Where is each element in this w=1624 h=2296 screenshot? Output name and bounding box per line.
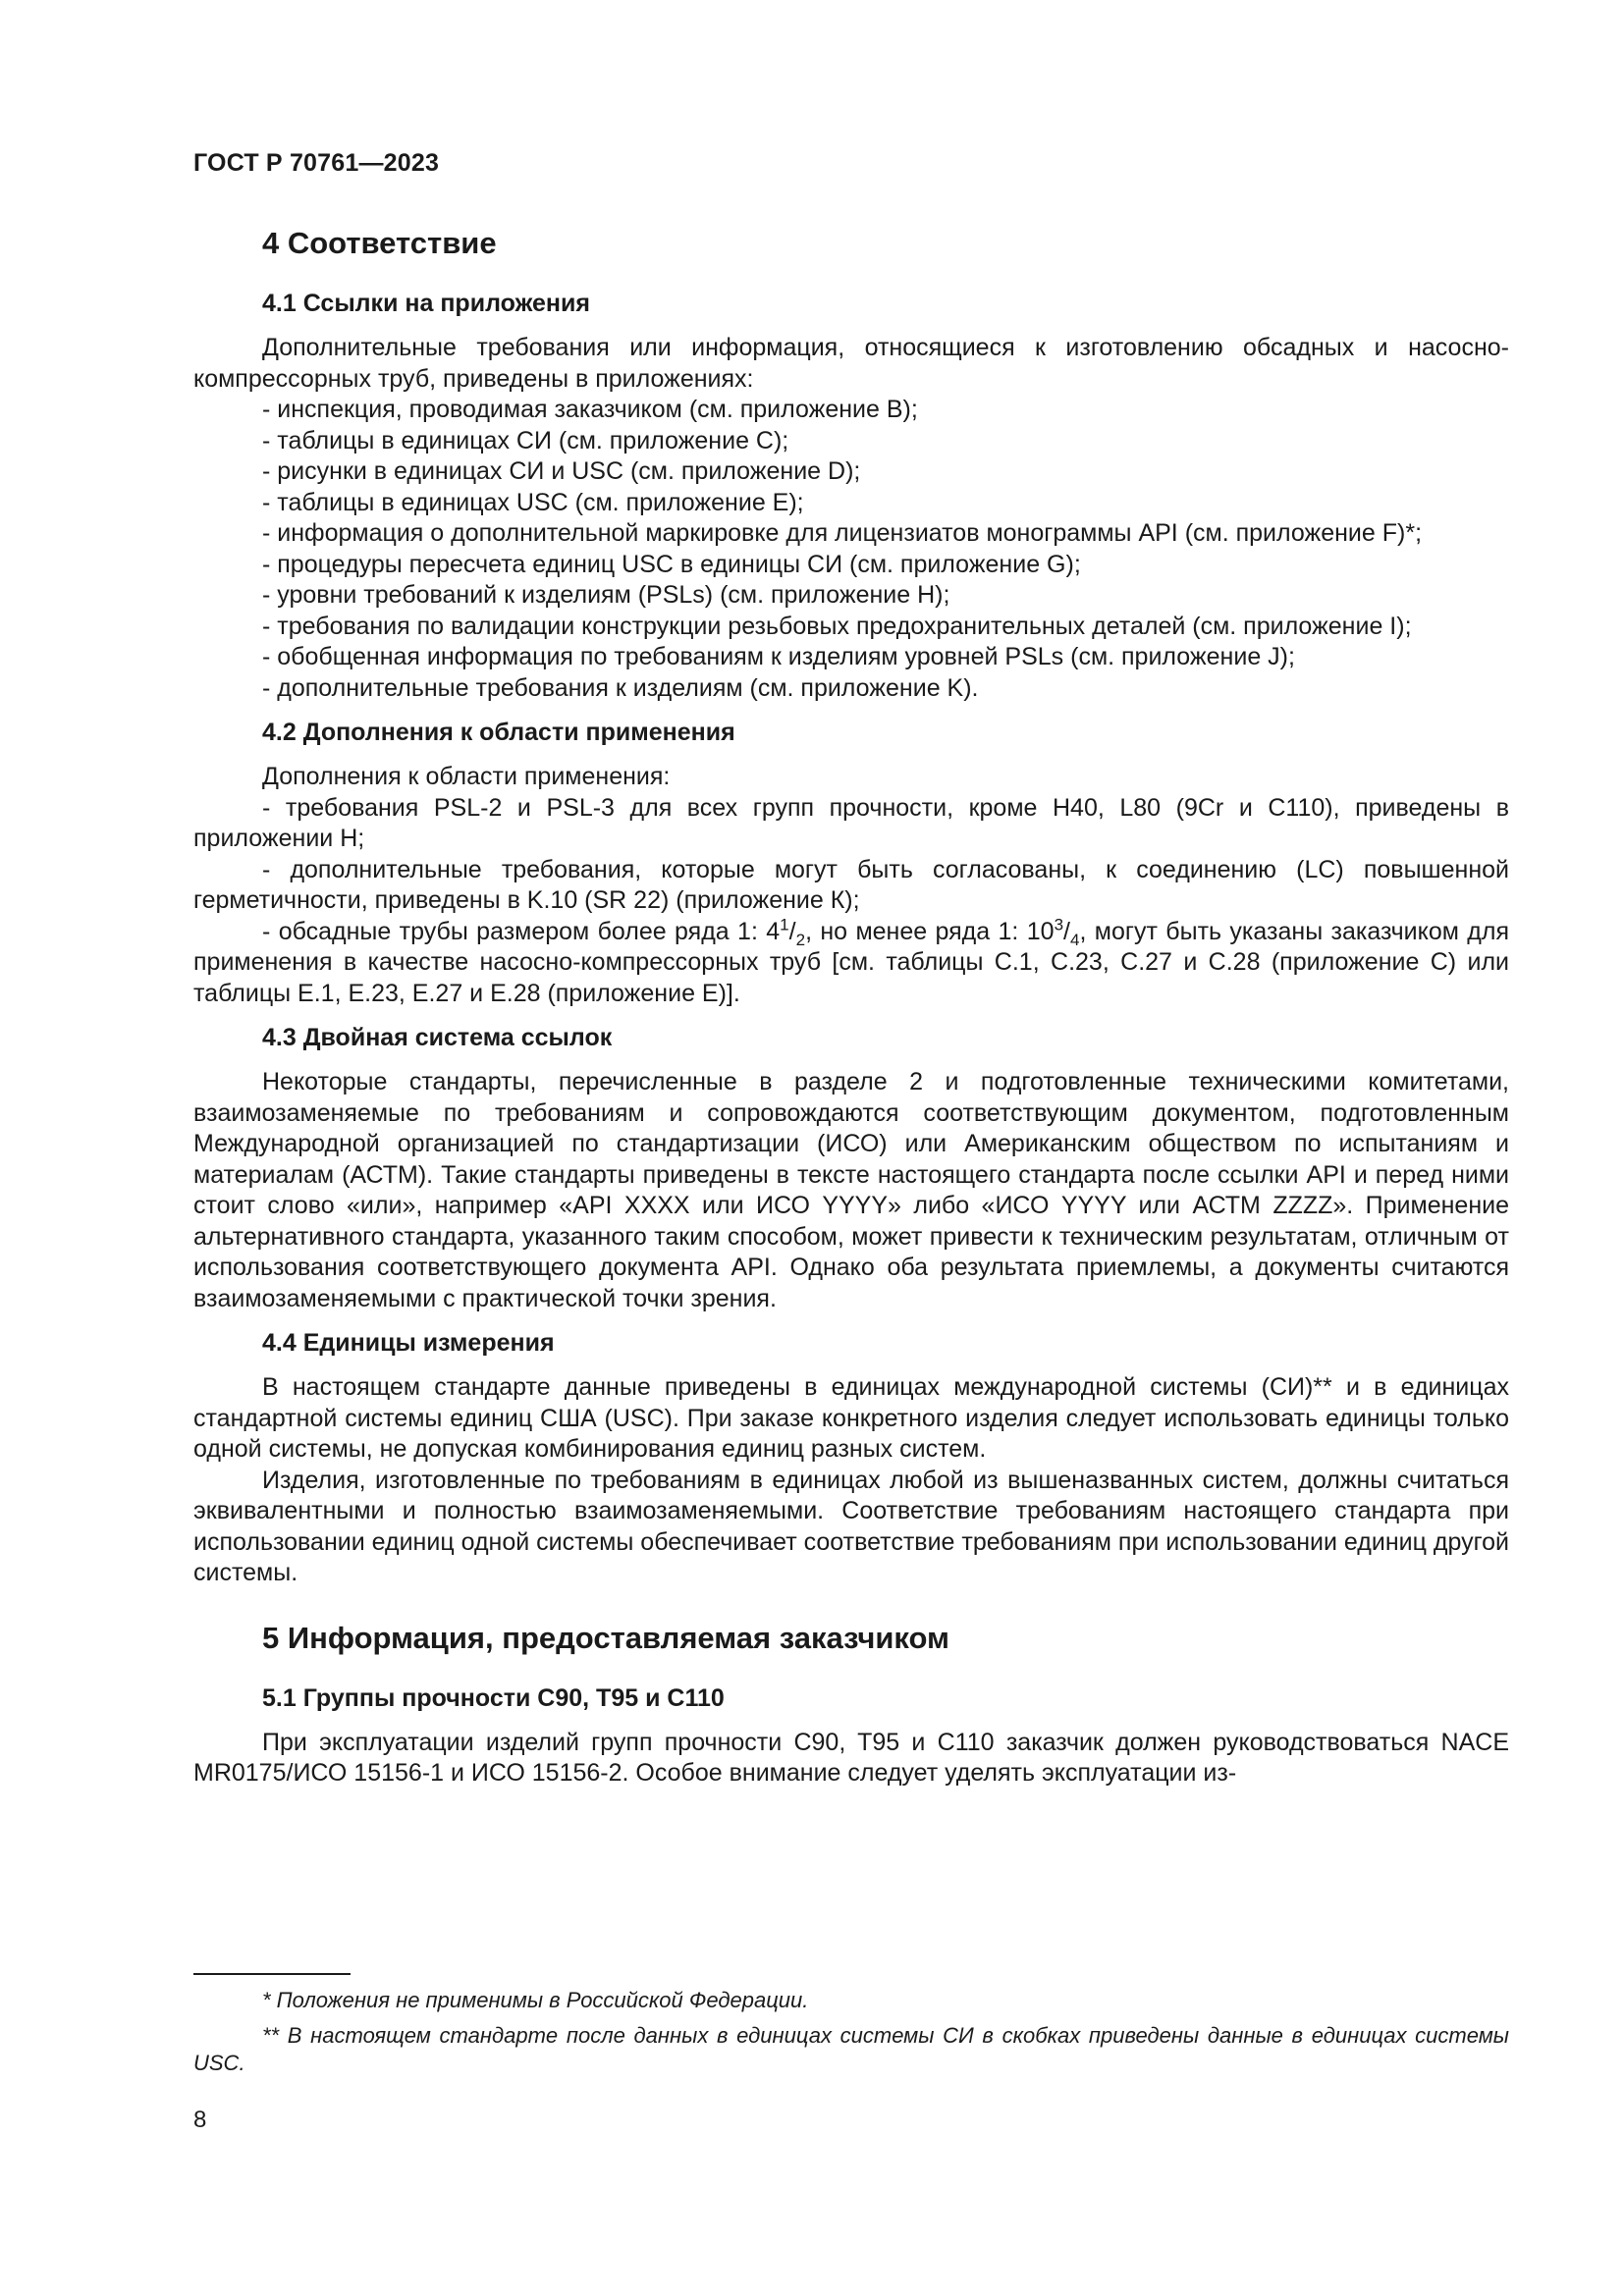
list-item: - обобщенная информация по требованиям к изделиям уровней PSLs (см. приложение J); (262, 643, 1295, 670)
subsection-4-2-heading: 4.2 Дополнения к области применения (262, 719, 735, 746)
subsection-4-1-heading: 4.1 Ссылки на приложения (262, 290, 590, 317)
list-item: - таблицы в единицах СИ (см. приложение C); (262, 426, 789, 454)
list-item: - дополнительные требования к изделиям (см. приложение K). (262, 673, 979, 702)
list-item: - таблицы в единицах USC (см. приложение E); (262, 488, 804, 516)
subsection-4-4-heading: 4.4 Единицы измерения (262, 1329, 555, 1357)
list-item: - уровни требований к изделиям (PSLs) (см. приложение H); (262, 581, 950, 609)
list-item: - информация о дополнительной маркировке для лицензиатов монограммы API (см. приложение F)*; (262, 519, 1423, 547)
list-item: - требования по валидации конструкции резьбовых предохранительных деталей (см. приложение I); (262, 612, 1412, 640)
subsection-4-4-paragraph: Изделия, изготовленные по требованиям в единицах любой из вышеназванных систем, должны считаться эквивалентными и полностью взаимозаменяемыми. Соответствие требованиям настоящего стандарта при использовании единиц одной системы обеспечивает соответствие требованиям при использовании единиц другой системы. (193, 1466, 1510, 1586)
fraction-numerator: 1 (780, 915, 789, 934)
fraction-numerator: 3 (1054, 915, 1064, 934)
list-item: - инспекция, проводимая заказчиком (см. приложение B); (262, 396, 918, 423)
subsection-4-3-text: Некоторые стандарты, перечисленные в разделе 2 и подготовленные техническими комитетами, взаимозаменяемые по требованиям и сопровождаются соответствующим документом, подготовленным Международной организацией по стандартизации (ИСО) или Американским обществом по испытаниям и материалам (АСТМ). Такие стандарты приведены в тексте настоящего стандарта после ссылки API и перед ними стоит слово «или», например «API XXXX или ИСО YYYY» либо «ИСО YYYY или АСТМ ZZZZ». Применение альтернативного стандарта, указанного таким способом, может привести к техническим результатам, отличным от использования соответствующего документа API. Однако оба результата приемлемы, а документы считаются взаимозаменяемыми с практической точки зрения. (193, 1068, 1509, 1312)
fraction-denominator: 2 (795, 930, 806, 949)
list-item: - процедуры пересчета единиц USC в единицы СИ (см. приложение G); (262, 550, 1081, 578)
footnotes (193, 1987, 1509, 2085)
footnote-separator (193, 1973, 351, 1975)
list-item: - обсадные трубы размером более ряда 1: $4^1/_2$, но менее ряда 1: $10^3/_4$, могут быть указаны заказчиком для применения в качестве насосно-компрессорных труб [см. таблицы C.1, C.23, C.27 и C.28 (приложение C) или таблицы E.1, E.23, E.27 и E.28 (приложение E)]. (193, 915, 1510, 1007)
list-item: - требования PSL-2 и PSL-3 для всех групп прочности, кроме H40, L80 (9Cr и C110), приведены в приложении H; (193, 793, 1509, 852)
fraction-denominator: 4 (1069, 930, 1080, 949)
section-4-heading: 4 Соответствие (262, 226, 497, 260)
subsection-4-1-intro: Дополнительные требования или информация, относящиеся к изготовлению обсадных и насосно-компрессорных труб, приведены в приложениях: (193, 334, 1509, 393)
subsection-4-2-intro: Дополнения к области применения: (262, 763, 671, 790)
list-item: - дополнительные требования, которые могут быть согласованы, к соединению (LC) повышенной герметичности, приведены в K.10 (SR 22) (приложение К); (193, 855, 1509, 914)
list-item: - рисунки в единицах СИ и USC (см. приложение D); (262, 457, 861, 485)
page-body (193, 224, 1509, 1789)
section-5-heading: 5 Информация, предоставляемая заказчиком (262, 1620, 949, 1655)
document-code: ГОСТ Р 70761—2023 (193, 149, 440, 177)
subsection-4-4-paragraph: В настоящем стандарте данные приведены в единицах международной системы (СИ)** и в единицах стандартной системы единиц США (USC). При заказе конкретного изделия следует использовать единицы только одной системы, не допуская комбинирования единиц разных систем. (193, 1373, 1509, 1463)
subsection-5-1-heading: 5.1 Группы прочности C90, T95 и C110 (262, 1683, 725, 1712)
page-number: 8 (193, 2107, 207, 2133)
subsection-4-3-heading: 4.3 Двойная система ссылок (262, 1024, 613, 1051)
footnote: ** В настоящем стандарте после данных в единицах системы СИ в скобках приведены данные в единицах системы USC. (193, 2023, 1509, 2075)
subsection-5-1-text: При эксплуатации изделий групп прочности C90, T95 и C110 заказчик должен руководствоваться NACE MR0175/ИСО 15156-1 и ИСО 15156-2. Особое внимание следует уделять эксплуатации из- (193, 1728, 1509, 1787)
footnote: * Положения не применимы в Российской Федерации. (262, 1988, 809, 2012)
